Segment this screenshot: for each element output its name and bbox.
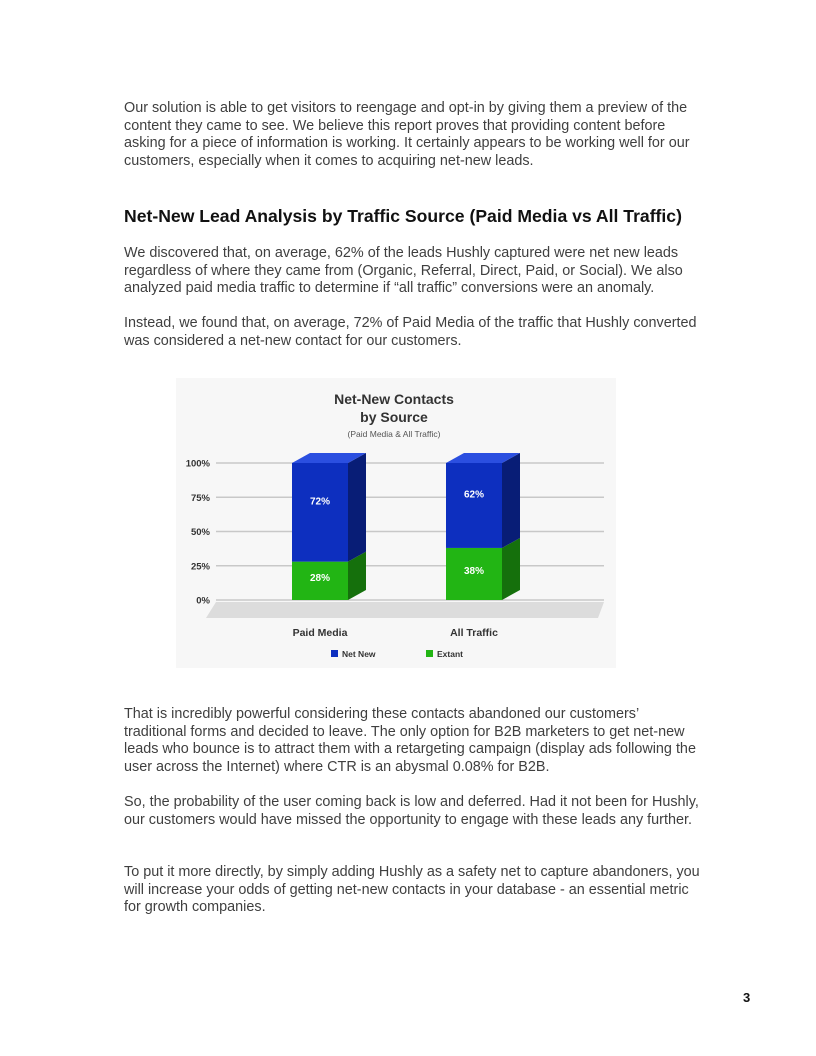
legend-label: Net New <box>342 649 376 659</box>
data-label: 72% <box>309 496 331 508</box>
bar-segment-net-new <box>446 463 502 548</box>
bar-segment-side <box>348 453 366 562</box>
instead-paragraph: Instead, we found that, on average, 72% of Paid Media of the traffic that Hushly converted was considered a net-new contact for our customers. <box>124 315 697 349</box>
powerful-paragraph: That is incredibly powerful considering these contacts abandoned our customers’ traditional forms and decided to leave. The only option for B2B marketers to get net-new leads who bounce is to attract them with a retargeting campaign (display ads following the user across the Internet) where CTR is an abysmal 0.08% for B2B. <box>124 706 696 775</box>
bar-group-all-traffic <box>446 453 520 600</box>
data-label: 38% <box>463 565 485 577</box>
legend-swatch <box>426 650 433 657</box>
y-tick-label: 100% <box>185 458 210 470</box>
net-new-contacts-chart <box>176 378 616 668</box>
y-tick-label: 50% <box>190 527 210 538</box>
section-heading: Net-New Lead Analysis by Traffic Source (Paid Media vs All Traffic) <box>124 206 682 226</box>
legend-label: Extant <box>437 649 463 659</box>
data-label: 28% <box>309 572 331 584</box>
legend-swatch <box>331 650 338 657</box>
chart-title-line2: by Source <box>360 409 428 425</box>
y-tick-label: 25% <box>190 561 210 573</box>
discovered-paragraph: We discovered that, on average, 62% of the leads Hushly captured were net new leads regardless of where they came from (Organic, Referral, Direct, Paid, or Social). We also analyzed paid media traffic to determine if “all traffic” conversions were an anomaly. <box>124 245 683 296</box>
chart-subtitle: (Paid Media & All Traffic) <box>347 429 441 439</box>
probability-paragraph: So, the probability of the user coming back is low and deferred. Had it not been for Hushly, our customers would have missed the opportunity to engage with these leads any further. <box>124 794 699 828</box>
data-label: 62% <box>463 489 485 501</box>
bar-group-paid-media <box>292 453 366 600</box>
bar-segment-side <box>502 453 520 548</box>
y-tick-label: 0% <box>196 595 210 607</box>
direct-paragraph: To put it more directly, by simply adding Hushly as a safety net to capture abandoners, you will increase your odds of getting net-new contacts in your database - an essential metric for growth companies. <box>124 864 700 915</box>
bar-segment-side <box>502 538 520 600</box>
x-category-label: All Traffic <box>450 627 498 639</box>
chart-title-line1: Net-New Contacts <box>334 391 454 407</box>
page-number: 3 <box>743 990 751 1005</box>
bar-segment-net-new <box>292 463 348 562</box>
chart-floor <box>206 602 604 618</box>
intro-paragraph: Our solution is able to get visitors to reengage and opt-in by giving them a preview of the content they came to see. We believe this report proves that providing content before asking for a piece of information is working. It certainly appears to be working well for our customers, especially when it comes to acquiring net-new leads. <box>124 100 690 169</box>
y-tick-label: 75% <box>190 492 210 504</box>
x-category-label: Paid Media <box>292 627 348 639</box>
